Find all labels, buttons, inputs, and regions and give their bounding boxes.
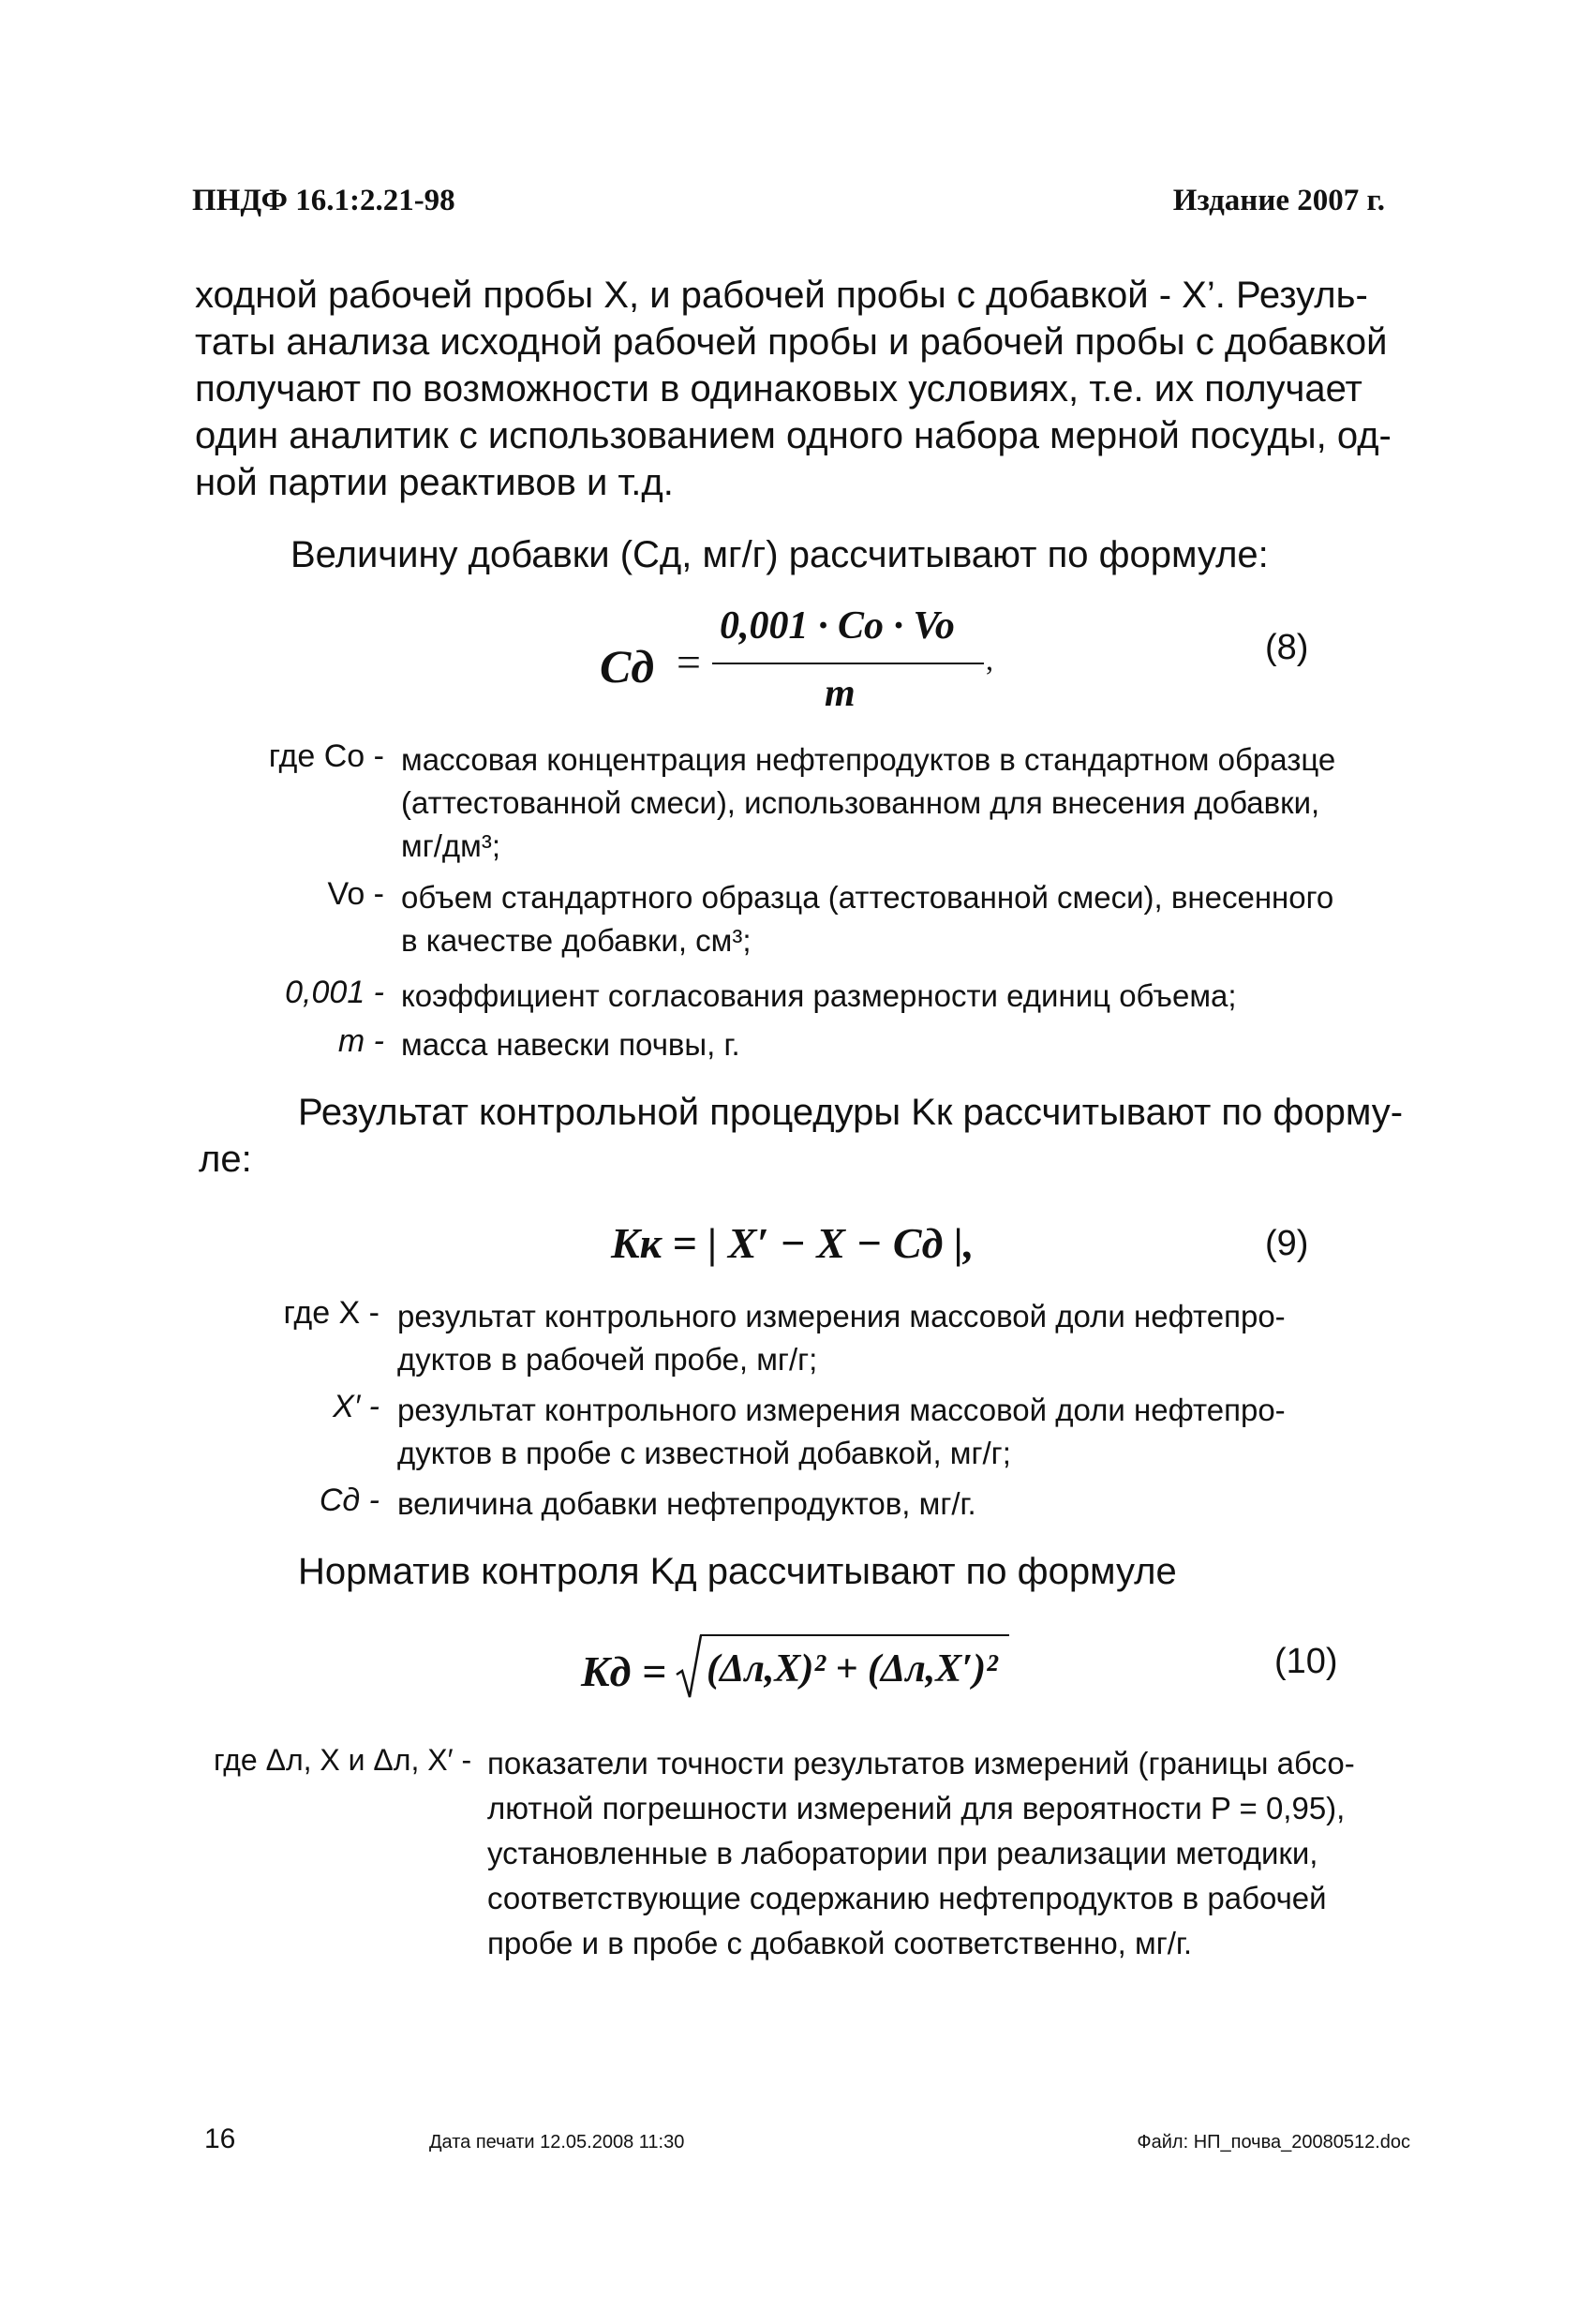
def-line: (аттестованной смеси), использованном для внесения добавки, [401,785,1320,820]
formula10-lhs: Kд = [581,1647,667,1695]
def-text [487,1741,1355,1966]
def-line: дуктов в рабочей пробе, мг/г; [397,1342,818,1377]
def-line: показатели точности результатов измерений (границы абсо- [487,1746,1355,1780]
def-text [397,1482,976,1526]
formula10-radicand: (Δл,X)² + (Δл,X′)² [707,1647,998,1691]
def-term: где Co - [268,738,384,774]
def-term: m - [337,1023,384,1059]
edition-label: Издание 2007 г. [1172,184,1385,217]
def-line: соответствующие содержанию нефтепродуктов в рабочей [487,1881,1327,1915]
formula8-lead: Величину добавки (Cд, мг/г) рассчитывают по формуле: [290,534,1269,575]
formula-9: Kк = | X′ − X − Cд |, [611,1219,975,1267]
text-line: ходной рабочей пробы X, и рабочей пробы с добавкой - X’. Резуль- [195,275,1368,316]
formula10-lead: Норматив контроля Kд рассчитывают по формуле [298,1551,1177,1592]
formula-10 [581,1626,1050,1710]
def-line: мг/дм³; [401,828,500,863]
formula8-comma: , [986,643,993,677]
fraction-bar [712,663,984,664]
def-term: где X - [283,1295,380,1331]
equation-number-10: (10) [1274,1642,1338,1681]
page-number: 16 [204,2123,236,2154]
equation-number-9: (9) [1265,1224,1309,1263]
def-text [401,975,1237,1018]
def-line: в качестве добавки, см³; [401,923,752,958]
text-line: один аналитик с использованием одного набора мерной посуды, од- [195,415,1392,456]
equation-number-8: (8) [1265,628,1309,667]
def-term: Cд - [319,1482,380,1518]
formula9-lead-line2: ле: [199,1139,252,1180]
def-line: лютной погрешности измерений для вероятности P = 0,95), [487,1791,1346,1825]
formula8-numerator: 0,001 · Co · Vo [720,604,955,648]
def-line: масса навески почвы, г. [401,1027,740,1062]
text-line: таты анализа исходной рабочей пробы и рабочей пробы с добавкой [195,321,1388,363]
def-text [401,738,1335,868]
def-line: объем стандартного образца (аттестованной смеси), внесенного [401,880,1334,915]
def-term: X′ - [333,1389,380,1424]
def-text [401,876,1333,962]
intro-paragraph [195,272,1404,506]
square-root-icon [675,1633,703,1701]
def-text [401,1023,740,1066]
formula8-denominator: m [825,672,856,715]
text-line: получают по возможности в одинаковых условиях, т.е. их получает [195,368,1362,410]
def-line: массовая концентрация нефтепродуктов в стандартном образце [401,742,1336,777]
def-line: коэффициент согласования размерности единиц объема; [401,978,1237,1013]
formula8-lhs: Cд [600,640,655,693]
def-text [397,1389,1286,1475]
def-line: дуктов в пробе с известной добавкой, мг/г; [397,1436,1011,1470]
def-line: результат контрольного измерения массовой доли нефтепро- [397,1393,1286,1427]
formula-8 [600,600,993,722]
def-line: результат контрольного измерения массовой доли нефтепро- [397,1299,1286,1333]
radical-bar [700,1634,1009,1636]
def-line: величина добавки нефтепродуктов, мг/г. [397,1486,976,1521]
formula9-lead-line1: Результат контрольной процедуры Kк рассчитывают по форму- [298,1092,1404,1133]
def-line: установленные в лаборатории при реализации методики, [487,1836,1318,1870]
def-term: Vo - [327,876,384,912]
def-text [397,1295,1286,1381]
def-line: пробе и в пробе с добавкой соответственно, мг/г. [487,1926,1193,1960]
def-term: где Δл, X и Δл, X′ - [214,1743,472,1777]
document-code: ПНДФ 16.1:2.21-98 [192,184,455,217]
print-date: Дата печати 12.05.2008 11:30 [429,2132,685,2153]
text-line: ной партии реактивов и т.д. [195,462,674,503]
file-name: Файл: НП_почва_20080512.doc [1137,2132,1410,2153]
formula8-equals: = [677,638,701,686]
def-term: 0,001 - [285,975,384,1010]
